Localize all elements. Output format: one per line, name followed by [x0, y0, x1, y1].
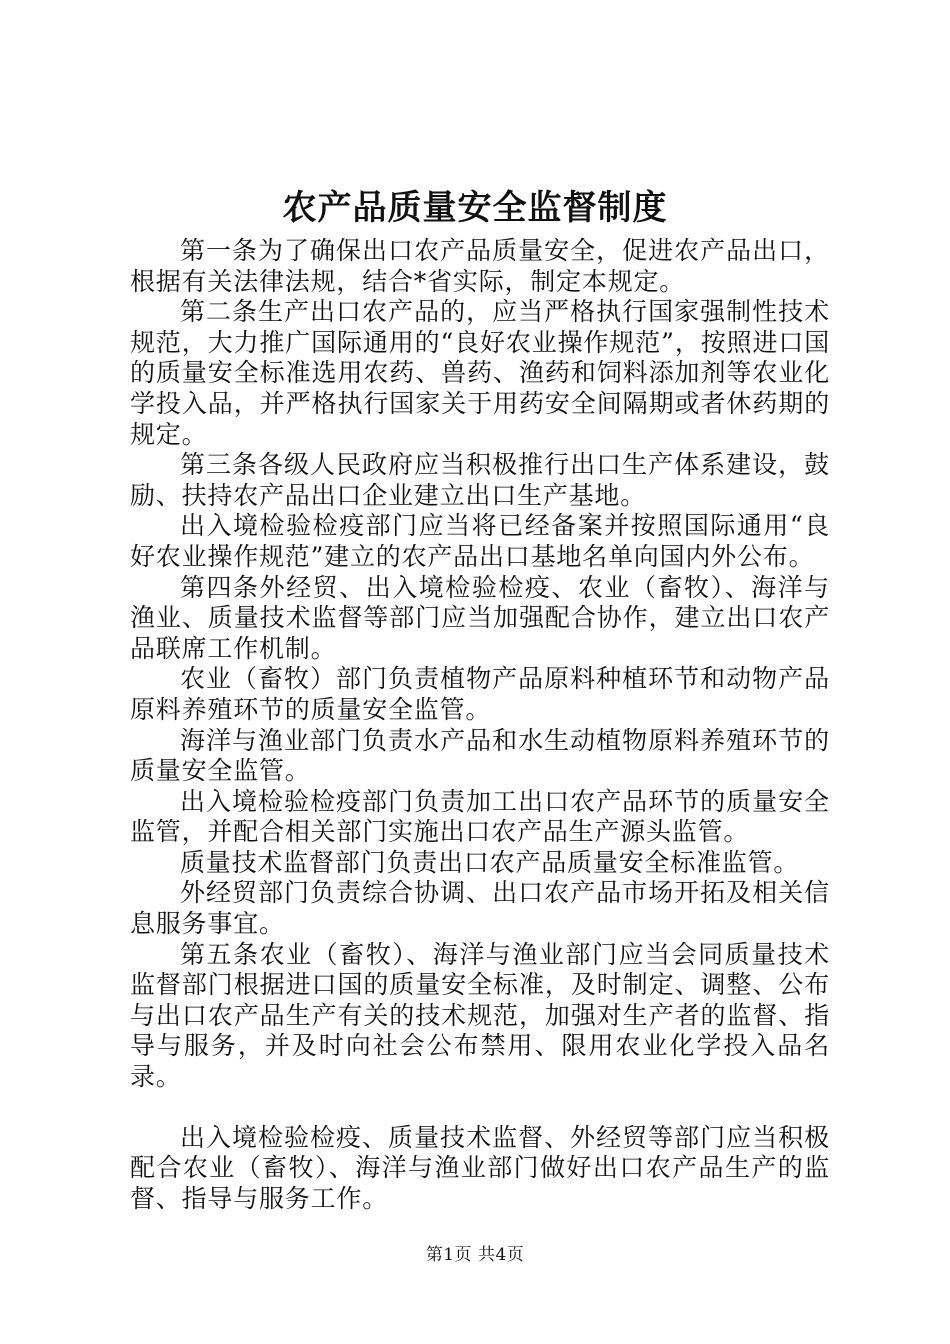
- paragraph-fishery-duty: 海洋与渔业部门负责水产品和水生动植物原料养殖环节的质量安全监管。: [130, 725, 830, 786]
- paragraph-article-2: 第二条生产出口农产品的，应当严格执行国家强制性技术规范，大力推广国际通用的“良好农业操作规范”，按照进口国的质量安全标准选用农药、兽药、渔药和饲料添加剂等农业化学投入品，并严格执行国家关于用药安全间隔期或者休药期的规定。: [130, 297, 830, 449]
- paragraph-article-1: 第一条为了确保出口农产品质量安全，促进农产品出口，根据有关法律法规，结合*省实际，制定本规定。: [130, 236, 830, 296]
- paragraph-article-4: 第四条外经贸、出入境检验检疫、农业（畜牧）、海洋与渔业、质量技术监督等部门应当加强配合协作，建立出口农产品联席工作机制。: [130, 572, 830, 663]
- paragraph-inspection-duty: 出入境检验检疫部门负责加工出口农产品环节的质量安全监管，并配合相关部门实施出口农产品生产源头监管。: [130, 786, 830, 847]
- paragraph-article-3-publication: 出入境检验检疫部门应当将已经备案并按照国际通用“良好农业操作规范”建立的农产品出口基地名单向国内外公布。: [130, 511, 830, 571]
- paragraph-article-3: 第三条各级人民政府应当积极推行出口生产体系建设，鼓励、扶持农产品出口企业建立出口生产基地。: [130, 450, 830, 510]
- document-body: [130, 236, 830, 1214]
- document-title: 农产品质量安全监督制度: [282, 188, 668, 228]
- paragraph-cooperation: 出入境检验检疫、质量技术监督、外经贸等部门应当积极配合农业（畜牧）、海洋与渔业部门做好出口农产品生产的监督、指导与服务工作。: [130, 1122, 830, 1213]
- paragraph-article-5: 第五条农业（畜牧）、海洋与渔业部门应当会同质量技术监督部门根据进口国的质量安全标准，及时制定、调整、公布与出口农产品生产有关的技术规范，加强对生产者的监督、指导与服务，并及时向社会公布禁用、限用农业化学投入品名录。: [130, 939, 830, 1092]
- paragraph-trade-duty: 外经贸部门负责综合协调、出口农产品市场开拓及相关信息服务事宜。: [130, 878, 830, 939]
- page-number: 第1页 共4页: [425, 1245, 525, 1265]
- paragraph-quality-supervision-duty: 质量技术监督部门负责出口农产品质量安全标准监管。: [180, 847, 800, 877]
- paragraph-agriculture-duty: 农业（畜牧）部门负责植物产品原料种植环节和动物产品原料养殖环节的质量安全监管。: [130, 664, 830, 724]
